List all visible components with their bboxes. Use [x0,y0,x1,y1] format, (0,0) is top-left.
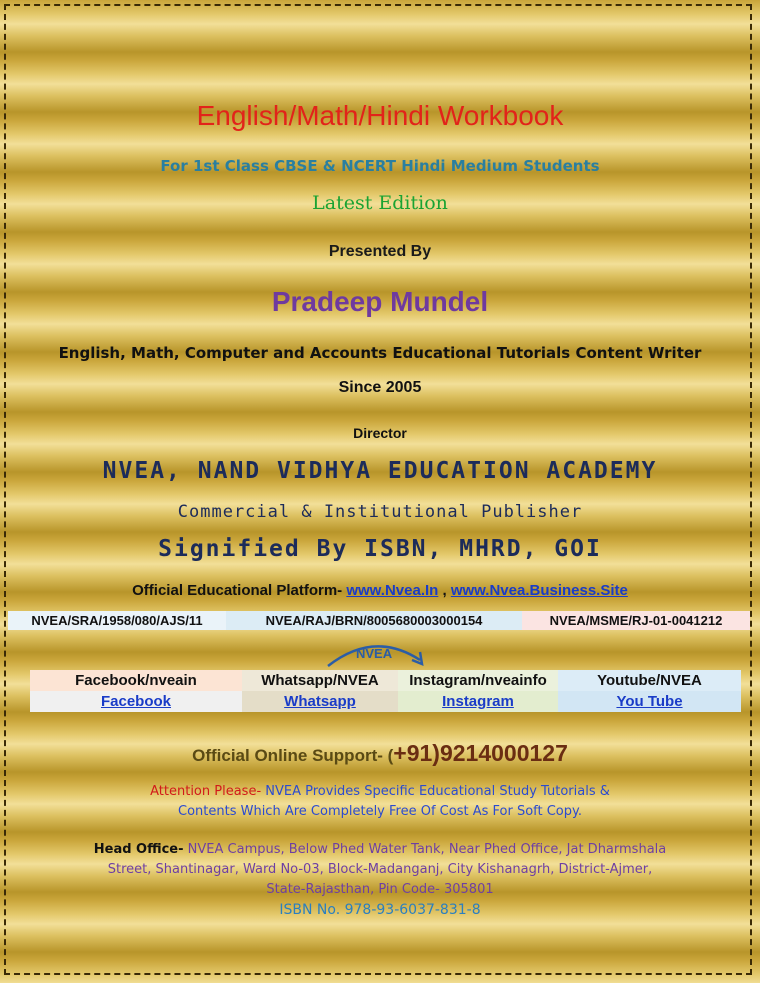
youtube-handle: Youtube/NVEA [558,670,741,691]
social-column-instagram [398,670,558,712]
registration-msme: NVEA/MSME/RJ-01-0041212 [522,611,750,630]
registration-brn: NVEA/RAJ/BRN/8005680003000154 [226,611,522,630]
attention-line-2: Contents Which Are Completely Free Of Cost As For Soft Copy. [178,804,582,819]
arrow-label: NVEA [356,646,393,661]
academy-name: NVEA, NAND VIDHYA EDUCATION ACADEMY [102,458,658,484]
publisher-type: Commercial & Institutional Publisher [177,502,583,522]
official-platform [0,582,760,599]
website-link-nvea-in[interactable]: www.Nvea.In [346,582,439,599]
whatsapp-link[interactable]: Whatsapp [242,691,398,712]
online-support [0,740,760,767]
attention-note [0,782,760,822]
social-column-whatsapp [242,670,398,712]
attention-label: Attention Please- [150,784,262,799]
whatsapp-handle: Whatsapp/NVEA [242,670,398,691]
facebook-handle: Facebook/nveain [30,670,242,691]
address-line-1: NVEA Campus, Below Phed Water Tank, Near Phed Office, Jat Dharmshala [183,842,667,857]
youtube-link[interactable]: You Tube [558,691,741,712]
book-title: English/Math/Hindi Workbook [196,100,564,131]
author-name: Pradeep Mundel [271,286,489,317]
social-column-youtube [558,670,741,712]
author-role: English, Math, Computer and Accounts Educational Tutorials Content Writer [58,344,702,362]
presented-by: Presented By [328,243,432,260]
registration-strip [8,611,750,630]
edition-label: Latest Edition [312,192,448,214]
isbn-number: ISBN No. 978-93-6037-831-8 [279,902,481,918]
registration-sra: NVEA/SRA/1958/080/AJS/11 [8,611,226,630]
signified-by: Signified By ISBN, MHRD, GOI [158,536,602,562]
address-label: Head Office- [93,842,184,857]
address-line-3: State-Rajasthan, Pin Code- 305801 [266,882,494,897]
attention-line-1: NVEA Provides Specific Educational Study Tutorials & [261,784,610,799]
head-office-address [0,840,760,900]
since-year: Since 2005 [338,379,422,396]
social-column-facebook [30,670,242,712]
platform-separator: , [438,582,451,599]
book-subtitle: For 1st Class CBSE & NCERT Hindi Medium Students [160,157,600,175]
director-label: Director [353,425,407,441]
platform-label: Official Educational Platform- [132,582,347,599]
facebook-link[interactable]: Facebook [30,691,242,712]
address-line-2: Street, Shantinagar, Ward No-03, Block-Madanganj, City Kishanagrh, District-Ajmer, [107,862,653,877]
support-label: Official Online Support- ( [192,746,394,765]
page-border [4,4,752,975]
support-phone: +91)9214000127 [393,740,568,766]
website-link-business-site[interactable]: www.Nvea.Business.Site [450,582,628,599]
instagram-link[interactable]: Instagram [398,691,558,712]
social-links-table [30,670,741,712]
instagram-handle: Instagram/nveainfo [398,670,558,691]
